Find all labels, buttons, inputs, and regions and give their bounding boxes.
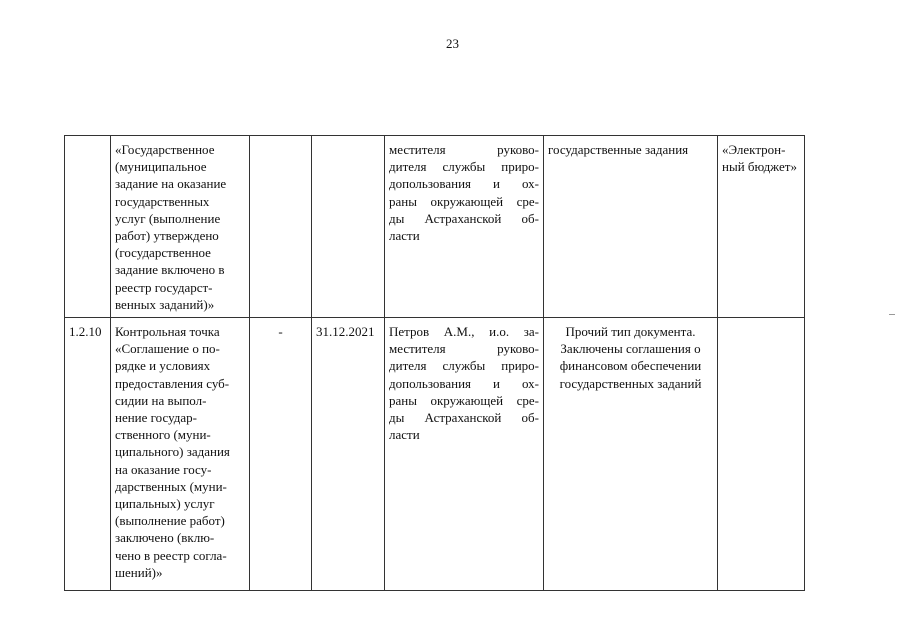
text-line: на оказание госу- bbox=[115, 461, 212, 477]
cell-start-date: - bbox=[250, 318, 312, 591]
text-line: государственные задания bbox=[548, 142, 689, 157]
page-number: 23 bbox=[446, 36, 459, 51]
text-line: местителя руково- bbox=[389, 341, 539, 357]
text-line: заключено (вклю- bbox=[115, 530, 215, 546]
cell-event bbox=[111, 136, 250, 318]
text-line: ласти bbox=[389, 228, 420, 244]
text-line: государственных заданий bbox=[559, 375, 702, 391]
plan-table bbox=[64, 135, 805, 591]
text-line: Контрольная точка bbox=[115, 324, 220, 339]
cell-info-system bbox=[718, 318, 805, 591]
text-line: задание на оказание bbox=[115, 176, 227, 192]
cell-number bbox=[65, 136, 111, 318]
text-line: шений)» bbox=[115, 564, 163, 580]
text-line: (государственное bbox=[115, 245, 211, 261]
text-line: государственных bbox=[115, 193, 210, 209]
text-line: дарственных (муни- bbox=[115, 478, 227, 494]
text-line: ственного (муни- bbox=[115, 427, 211, 443]
margin-mark bbox=[889, 314, 895, 315]
text-line: реестр государст- bbox=[115, 279, 213, 295]
cell-result bbox=[544, 136, 718, 318]
cell-end-date: 31.12.2021 bbox=[312, 318, 385, 591]
text-line: допользования и ох- bbox=[389, 375, 539, 391]
cell-end-date bbox=[312, 136, 385, 318]
text-line: «Соглашение о по- bbox=[115, 341, 220, 357]
text-line: ласти bbox=[389, 427, 420, 443]
text-line: раны окружающей сре- bbox=[389, 392, 539, 408]
text-line: сидии на выпол- bbox=[115, 392, 207, 408]
cell-info-system bbox=[718, 136, 805, 318]
cell-start-date bbox=[250, 136, 312, 318]
cell-event bbox=[111, 318, 250, 591]
table-row bbox=[65, 136, 805, 318]
text-line: чено в реестр согла- bbox=[115, 547, 227, 563]
text-line: раны окружающей сре- bbox=[389, 193, 539, 209]
text-line: рядке и условиях bbox=[115, 358, 211, 374]
text-line: венных заданий)» bbox=[115, 296, 215, 312]
text-line: (выполнение работ) bbox=[115, 513, 225, 529]
text-line: ды Астраханской об- bbox=[389, 210, 539, 226]
text-line: Заключены соглашения о bbox=[560, 341, 701, 357]
text-line: ный бюджет» bbox=[722, 159, 797, 175]
text-line: Петров А.М., и.о. за- bbox=[389, 324, 539, 339]
text-line: ды Астраханской об- bbox=[389, 410, 539, 426]
text-line: задание включено в bbox=[115, 262, 225, 278]
cell-number: 1.2.10 bbox=[65, 318, 111, 591]
cell-responsible bbox=[385, 136, 544, 318]
text-line: дителя службы приро- bbox=[389, 358, 539, 374]
text-line: «Государственное bbox=[115, 142, 215, 157]
text-line: финансовом обеспечении bbox=[559, 358, 702, 374]
text-line: Прочий тип документа. bbox=[565, 324, 696, 339]
cell-responsible bbox=[385, 318, 544, 591]
text-line: услуг (выполнение bbox=[115, 210, 221, 226]
text-line: ципального) задания bbox=[115, 444, 230, 460]
text-line: дителя службы приро- bbox=[389, 159, 539, 175]
text-line: «Электрон- bbox=[722, 142, 786, 157]
text-line: (муниципальное bbox=[115, 159, 207, 175]
text-line: допользования и ох- bbox=[389, 176, 539, 192]
text-line: местителя руково- bbox=[389, 142, 539, 157]
cell-result bbox=[544, 318, 718, 591]
text-line: предоставления суб- bbox=[115, 375, 230, 391]
table-row bbox=[65, 318, 805, 591]
text-line: нение государ- bbox=[115, 410, 197, 426]
text-line: работ) утверждено bbox=[115, 228, 219, 244]
text-line: ципальных) услуг bbox=[115, 496, 215, 512]
